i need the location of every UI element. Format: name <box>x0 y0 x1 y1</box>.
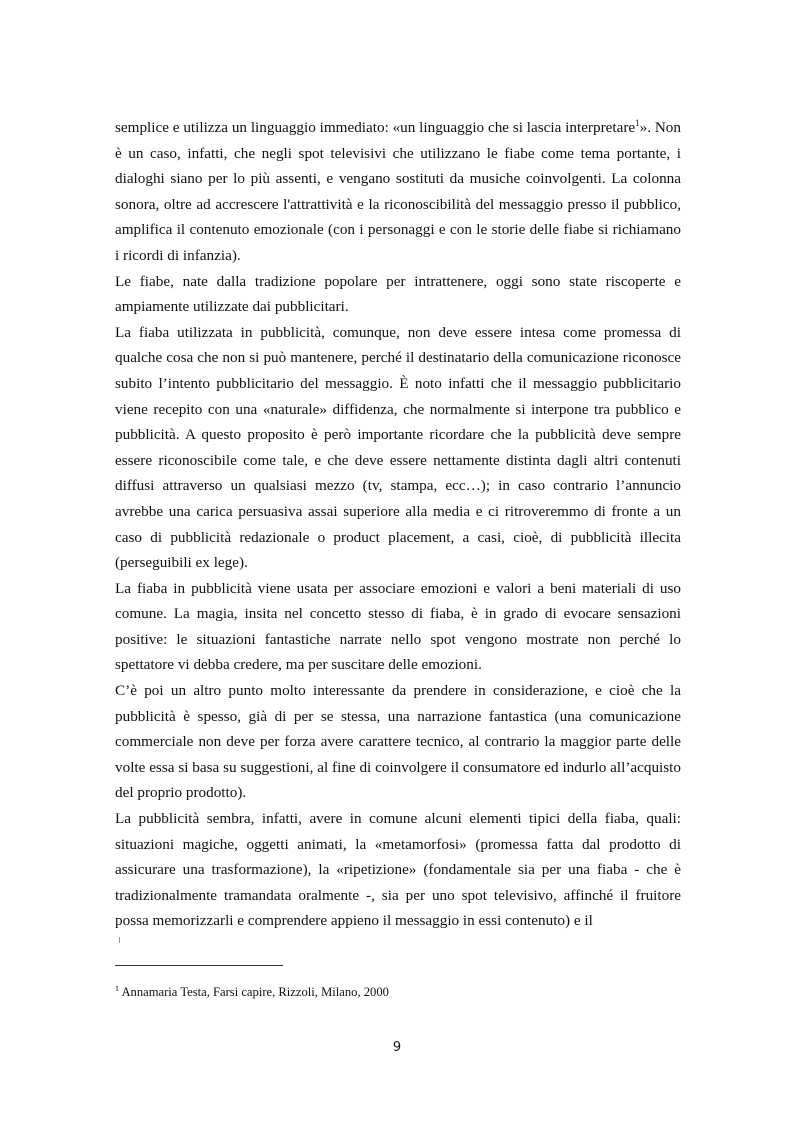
footnote-separator <box>115 965 283 966</box>
footnote-text: Annamaria Testa, Farsi capire, Rizzoli, Milano, 2000 <box>119 985 389 999</box>
paragraph-2: Le fiabe, nate dalla tradizione popolare per intrattenere, oggi sono state riscoperte e ampiamente utilizzate dai pubblicitari. <box>115 272 681 316</box>
stray-mark <box>119 937 120 943</box>
page-number: 9 <box>392 1040 402 1055</box>
body-text <box>115 115 681 934</box>
paragraph-1-text-after: ». Non è un caso, infatti, che negli spot televisivi che utilizzano le fiabe come tema portante, i dialoghi siano per lo più assenti, e vengano sostituti da musiche coinvolgenti. La colonna sonora, oltre ad accrescere l'attrattività e la riconoscibilità del messaggio presso il pubblico, amplifica il contenuto emozionale (con i personaggi e con le storie delle fiabe si richiamano i ricordi di infanzia). <box>115 119 681 264</box>
footnote-number: 1 <box>115 984 119 993</box>
paragraph-1-text-before: semplice e utilizza un linguaggio immediato: «un linguaggio che si lascia interpretare <box>115 119 636 136</box>
paragraph-3: La fiaba utilizzata in pubblicità, comunque, non deve essere intesa come promessa di qualche cosa che non si può mantenere, perché il destinatario della comunicazione riconosce subito l’intento pubblicitario del messaggio. È noto infatti che il messaggio pubblicitario viene recepito con una «naturale» diffidenza, che normalmente si interpone tra pubblico e pubblicità. A questo proposito è però importante ricordare che la pubblicità deve sempre essere riconoscibile come tale, e che deve essere nettamente distinta dagli altri contenuti diffusi attraverso un qualsiasi mezzo (tv, stampa, ecc…); in caso contrario l’annuncio avrebbe una carica persuasiva assai superiore alla media e ci ritroveremmo di fronte a un caso di pubblicità redazionale o product placement, a casi, cioè, di pubblicità illecita (perseguibili ex lege). <box>115 323 681 572</box>
footnote <box>115 984 681 1000</box>
paragraph-1 <box>115 115 681 269</box>
paragraph-4: La fiaba in pubblicità viene usata per associare emozioni e valori a beni materiali di uso comune. La magia, insita nel concetto stesso di fiaba, è in grado di evocare sensazioni positive: le situazioni fantastiche narrate nello spot vengono mostrate non perché lo spettatore vi debba credere, ma per suscitare delle emozioni. <box>115 579 681 674</box>
footnote-reference: 1 <box>635 118 640 128</box>
paragraph-6: La pubblicità sembra, infatti, avere in comune alcuni elementi tipici della fiaba, quali: situazioni magiche, oggetti animati, la «metamorfosi» (promessa fatta dal prodotto di assicurare una trasformazione), la «ripetizione» (fondamentale sia per una fiaba - che è tradizionalmente tramandata oralmente -, sia per uno spot televisivo, affinché il fruitore possa memorizzarli e comprendere appieno il messaggio in essi contenuto) e il <box>115 810 681 930</box>
paragraph-5: C’è poi un altro punto molto interessante da prendere in considerazione, e cioè che la pubblicità è spesso, già di per se stessa, una narrazione fantastica (una comunicazione commerciale non deve per forza avere carattere tecnico, al contrario la maggior parte delle volte essa si basa su suggestioni, al fine di coinvolgere il consumatore ed indurlo all’acquisto del proprio prodotto). <box>115 682 681 802</box>
